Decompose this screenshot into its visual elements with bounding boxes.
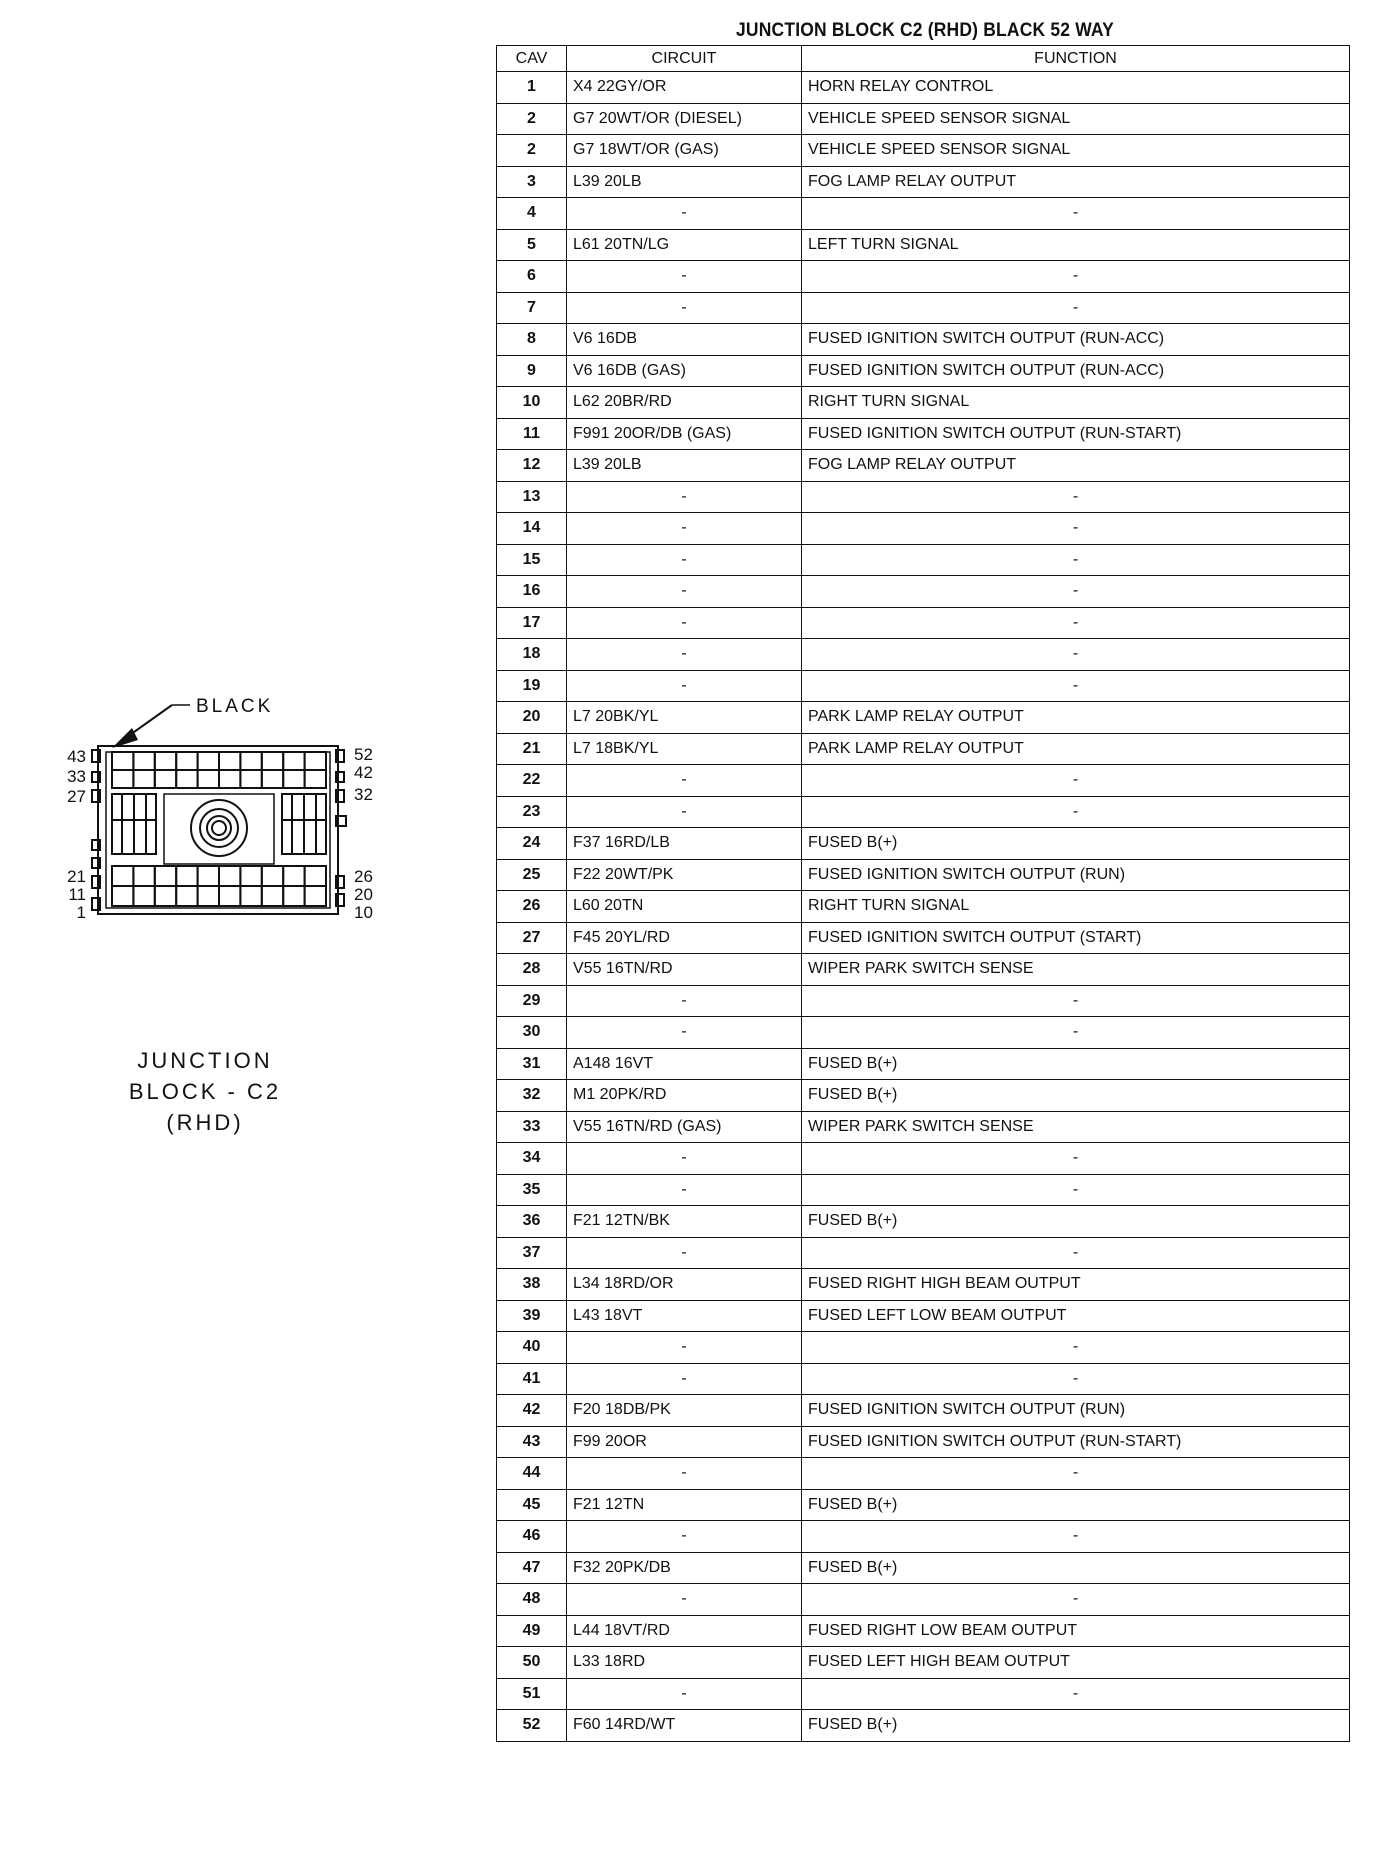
- function-cell: FUSED B(+): [802, 1552, 1350, 1584]
- function-cell: FUSED IGNITION SWITCH OUTPUT (START): [802, 922, 1350, 954]
- circuit-cell: F32 20PK/DB: [567, 1552, 802, 1584]
- cavity-cell: [112, 866, 133, 886]
- table-row: [497, 765, 1350, 797]
- function-cell: -: [802, 1237, 1350, 1269]
- pin-number-label: 26: [354, 867, 373, 886]
- table-row: [497, 1615, 1350, 1647]
- circuit-cell: V6 16DB: [567, 324, 802, 356]
- cav-cell: 18: [497, 639, 567, 671]
- cav-cell: 2: [497, 135, 567, 167]
- circuit-cell: L44 18VT/RD: [567, 1615, 802, 1647]
- connector-caption: [100, 1045, 310, 1138]
- cav-cell: 1: [497, 72, 567, 104]
- table-row: [497, 607, 1350, 639]
- cavity-cell: [176, 866, 197, 886]
- cav-cell: 41: [497, 1363, 567, 1395]
- cav-cell: 8: [497, 324, 567, 356]
- table-row: [497, 733, 1350, 765]
- function-cell: LEFT TURN SIGNAL: [802, 229, 1350, 261]
- cav-cell: 12: [497, 450, 567, 482]
- cav-cell: 17: [497, 607, 567, 639]
- table-row: [497, 229, 1350, 261]
- function-cell: -: [802, 765, 1350, 797]
- cav-cell: 6: [497, 261, 567, 293]
- cavity-cell: [283, 752, 304, 770]
- table-row: [497, 355, 1350, 387]
- circuit-cell: F22 20WT/PK: [567, 859, 802, 891]
- circuit-cell: F20 18DB/PK: [567, 1395, 802, 1427]
- table-row: [497, 1647, 1350, 1679]
- function-cell: -: [802, 1678, 1350, 1710]
- table-row: [497, 891, 1350, 923]
- cav-cell: 43: [497, 1426, 567, 1458]
- circuit-cell: F21 12TN/BK: [567, 1206, 802, 1238]
- function-cell: -: [802, 576, 1350, 608]
- cav-cell: 19: [497, 670, 567, 702]
- table-row: [497, 1143, 1350, 1175]
- cav-cell: 7: [497, 292, 567, 324]
- cav-cell: 13: [497, 481, 567, 513]
- cav-cell: 24: [497, 828, 567, 860]
- top-cavity-grid: [112, 752, 326, 788]
- cavity-cell: [112, 770, 133, 788]
- table-row: [497, 1395, 1350, 1427]
- cav-cell: 9: [497, 355, 567, 387]
- table-row: [497, 922, 1350, 954]
- cav-cell: 49: [497, 1615, 567, 1647]
- function-cell: -: [802, 1584, 1350, 1616]
- function-cell: RIGHT TURN SIGNAL: [802, 387, 1350, 419]
- circuit-cell: -: [567, 1363, 802, 1395]
- circuit-cell: -: [567, 1458, 802, 1490]
- function-cell: -: [802, 607, 1350, 639]
- cavity-cell: [112, 752, 133, 770]
- table-row: [497, 544, 1350, 576]
- cav-cell: 23: [497, 796, 567, 828]
- table-row: [497, 1521, 1350, 1553]
- function-cell: FUSED IGNITION SWITCH OUTPUT (RUN-ACC): [802, 324, 1350, 356]
- circuit-cell: -: [567, 513, 802, 545]
- cav-cell: 29: [497, 985, 567, 1017]
- table-row: [497, 1332, 1350, 1364]
- table-row: [497, 481, 1350, 513]
- cavity-cell: [262, 886, 283, 906]
- cavity-cell: [155, 866, 176, 886]
- function-cell: -: [802, 1017, 1350, 1049]
- cavity-cell: [133, 886, 154, 906]
- function-cell: -: [802, 292, 1350, 324]
- function-cell: FUSED B(+): [802, 1206, 1350, 1238]
- circuit-cell: -: [567, 670, 802, 702]
- connector-color-label: BLACK: [196, 696, 274, 717]
- table-row: [497, 828, 1350, 860]
- circuit-cell: G7 20WT/OR (DIESEL): [567, 103, 802, 135]
- function-cell: -: [802, 639, 1350, 671]
- caption-line-1: JUNCTION: [137, 1048, 273, 1073]
- cavity-cell: [133, 866, 154, 886]
- pin-number-label: 11: [68, 885, 86, 904]
- cav-cell: 52: [497, 1710, 567, 1742]
- circuit-cell: -: [567, 544, 802, 576]
- function-cell: FOG LAMP RELAY OUTPUT: [802, 450, 1350, 482]
- cav-cell: 48: [497, 1584, 567, 1616]
- function-cell: FUSED B(+): [802, 828, 1350, 860]
- table-row: [497, 1678, 1350, 1710]
- table-row: [497, 702, 1350, 734]
- cavity-cell: [198, 886, 219, 906]
- cavity-cell: [262, 752, 283, 770]
- pin-number-label: 1: [76, 903, 86, 922]
- cavity-cell: [198, 752, 219, 770]
- table-row: [497, 576, 1350, 608]
- table-row: [497, 1300, 1350, 1332]
- cavity-cell: [133, 752, 154, 770]
- pin-number-label: 20: [354, 885, 373, 904]
- cav-cell: 38: [497, 1269, 567, 1301]
- circuit-cell: L39 20LB: [567, 166, 802, 198]
- cav-cell: 35: [497, 1174, 567, 1206]
- pin-number-label: 21: [67, 867, 86, 886]
- function-cell: -: [802, 985, 1350, 1017]
- table-row: [497, 859, 1350, 891]
- function-cell: FUSED B(+): [802, 1080, 1350, 1112]
- circuit-cell: L43 18VT: [567, 1300, 802, 1332]
- function-cell: -: [802, 670, 1350, 702]
- cav-cell: 34: [497, 1143, 567, 1175]
- cav-cell: 3: [497, 166, 567, 198]
- table-row: [497, 1426, 1350, 1458]
- circuit-cell: G7 18WT/OR (GAS): [567, 135, 802, 167]
- circuit-cell: -: [567, 1237, 802, 1269]
- table-row: [497, 1710, 1350, 1742]
- table-header-row: [497, 46, 1350, 72]
- circuit-cell: V55 16TN/RD (GAS): [567, 1111, 802, 1143]
- table-row: [497, 513, 1350, 545]
- circuit-cell: -: [567, 261, 802, 293]
- table-row: [497, 1206, 1350, 1238]
- circuit-cell: L7 18BK/YL: [567, 733, 802, 765]
- cav-cell: 15: [497, 544, 567, 576]
- middle-cavity-blocks: [112, 794, 326, 864]
- function-cell: FUSED IGNITION SWITCH OUTPUT (RUN-ACC): [802, 355, 1350, 387]
- table-row: [497, 1237, 1350, 1269]
- table-title: JUNCTION BLOCK C2 (RHD) BLACK 52 WAY: [736, 20, 1114, 41]
- function-cell: -: [802, 796, 1350, 828]
- function-cell: FUSED B(+): [802, 1710, 1350, 1742]
- cav-cell: 44: [497, 1458, 567, 1490]
- cavity-cell: [240, 866, 261, 886]
- cav-cell: 47: [497, 1552, 567, 1584]
- cav-cell: 28: [497, 954, 567, 986]
- center-stud-icon: [191, 800, 247, 856]
- cavity-cell: [198, 866, 219, 886]
- circuit-cell: A148 16VT: [567, 1048, 802, 1080]
- cav-cell: 20: [497, 702, 567, 734]
- function-cell: -: [802, 481, 1350, 513]
- cavity-cell: [305, 866, 326, 886]
- function-cell: FUSED RIGHT LOW BEAM OUTPUT: [802, 1615, 1350, 1647]
- circuit-cell: L60 20TN: [567, 891, 802, 923]
- cav-cell: 40: [497, 1332, 567, 1364]
- function-cell: FUSED B(+): [802, 1048, 1350, 1080]
- cavity-cell: [176, 770, 197, 788]
- cav-cell: 50: [497, 1647, 567, 1679]
- cavity-cell: [112, 886, 133, 906]
- pinout-table: [496, 45, 1350, 1742]
- table-row: [497, 985, 1350, 1017]
- function-cell: -: [802, 1521, 1350, 1553]
- cav-cell: 16: [497, 576, 567, 608]
- circuit-cell: -: [567, 796, 802, 828]
- circuit-cell: -: [567, 765, 802, 797]
- table-row: [497, 796, 1350, 828]
- function-cell: FUSED LEFT LOW BEAM OUTPUT: [802, 1300, 1350, 1332]
- table-row: [497, 1458, 1350, 1490]
- table-row: [497, 261, 1350, 293]
- circuit-cell: F45 20YL/RD: [567, 922, 802, 954]
- circuit-cell: F37 16RD/LB: [567, 828, 802, 860]
- function-cell: -: [802, 1332, 1350, 1364]
- circuit-cell: V55 16TN/RD: [567, 954, 802, 986]
- table-row: [497, 1584, 1350, 1616]
- table-row: [497, 1174, 1350, 1206]
- cav-cell: 36: [497, 1206, 567, 1238]
- caption-line-3: (RHD): [166, 1110, 244, 1135]
- table-row: [497, 670, 1350, 702]
- cav-cell: 46: [497, 1521, 567, 1553]
- function-cell: HORN RELAY CONTROL: [802, 72, 1350, 104]
- table-row: [497, 450, 1350, 482]
- table-row: [497, 1080, 1350, 1112]
- pin-number-label: 42: [354, 763, 373, 782]
- cavity-cell: [240, 886, 261, 906]
- function-cell: FOG LAMP RELAY OUTPUT: [802, 166, 1350, 198]
- cavity-cell: [240, 752, 261, 770]
- connector-diagram: [50, 690, 410, 1010]
- cavity-cell: [262, 770, 283, 788]
- circuit-cell: -: [567, 607, 802, 639]
- cav-cell: 42: [497, 1395, 567, 1427]
- table-row: [497, 387, 1350, 419]
- function-cell: -: [802, 261, 1350, 293]
- bottom-cavity-grid: [112, 866, 326, 906]
- circuit-cell: L34 18RD/OR: [567, 1269, 802, 1301]
- circuit-cell: L39 20LB: [567, 450, 802, 482]
- cav-cell: 2: [497, 103, 567, 135]
- cavity-cell: [283, 886, 304, 906]
- function-cell: FUSED IGNITION SWITCH OUTPUT (RUN-START): [802, 1426, 1350, 1458]
- cav-cell: 5: [497, 229, 567, 261]
- circuit-cell: -: [567, 985, 802, 1017]
- pin-number-label: 52: [354, 745, 373, 764]
- function-cell: FUSED RIGHT HIGH BEAM OUTPUT: [802, 1269, 1350, 1301]
- circuit-cell: -: [567, 1678, 802, 1710]
- circuit-cell: -: [567, 1584, 802, 1616]
- function-cell: -: [802, 1174, 1350, 1206]
- table-row: [497, 1489, 1350, 1521]
- circuit-cell: -: [567, 481, 802, 513]
- table-row: [497, 72, 1350, 104]
- function-cell: PARK LAMP RELAY OUTPUT: [802, 733, 1350, 765]
- circuit-cell: L61 20TN/LG: [567, 229, 802, 261]
- circuit-cell: L62 20BR/RD: [567, 387, 802, 419]
- cavity-cell: [262, 866, 283, 886]
- circuit-cell: M1 20PK/RD: [567, 1080, 802, 1112]
- cavity-cell: [240, 770, 261, 788]
- cav-cell: 33: [497, 1111, 567, 1143]
- circuit-cell: F21 12TN: [567, 1489, 802, 1521]
- function-cell: -: [802, 1363, 1350, 1395]
- circuit-cell: -: [567, 292, 802, 324]
- function-cell: FUSED IGNITION SWITCH OUTPUT (RUN-START): [802, 418, 1350, 450]
- table-row: [497, 639, 1350, 671]
- cavity-cell: [176, 886, 197, 906]
- circuit-cell: -: [567, 1521, 802, 1553]
- circuit-cell: -: [567, 1174, 802, 1206]
- cav-cell: 32: [497, 1080, 567, 1112]
- function-cell: FUSED LEFT HIGH BEAM OUTPUT: [802, 1647, 1350, 1679]
- circuit-cell: -: [567, 1143, 802, 1175]
- cav-cell: 26: [497, 891, 567, 923]
- table-row: [497, 1363, 1350, 1395]
- function-cell: -: [802, 1143, 1350, 1175]
- function-cell: -: [802, 198, 1350, 230]
- cavity-cell: [305, 770, 326, 788]
- cav-cell: 45: [497, 1489, 567, 1521]
- cav-cell: 51: [497, 1678, 567, 1710]
- cav-cell: 30: [497, 1017, 567, 1049]
- cav-cell: 25: [497, 859, 567, 891]
- function-cell: FUSED IGNITION SWITCH OUTPUT (RUN): [802, 1395, 1350, 1427]
- header-cav: CAV: [497, 46, 567, 72]
- function-cell: VEHICLE SPEED SENSOR SIGNAL: [802, 103, 1350, 135]
- cav-cell: 37: [497, 1237, 567, 1269]
- pin-number-label: 27: [67, 787, 86, 806]
- cavity-cell: [176, 752, 197, 770]
- function-cell: RIGHT TURN SIGNAL: [802, 891, 1350, 923]
- cav-cell: 21: [497, 733, 567, 765]
- table-row: [497, 135, 1350, 167]
- left-pin-labels: [67, 747, 86, 922]
- cavity-cell: [133, 770, 154, 788]
- circuit-cell: F991 20OR/DB (GAS): [567, 418, 802, 450]
- cav-cell: 4: [497, 198, 567, 230]
- function-cell: -: [802, 1458, 1350, 1490]
- circuit-cell: -: [567, 1332, 802, 1364]
- circuit-cell: X4 22GY/OR: [567, 72, 802, 104]
- table-row: [497, 103, 1350, 135]
- table-row: [497, 418, 1350, 450]
- cav-cell: 10: [497, 387, 567, 419]
- caption-line-2: BLOCK - C2: [128, 1079, 282, 1104]
- pin-number-label: 33: [67, 767, 86, 786]
- circuit-cell: -: [567, 576, 802, 608]
- function-cell: FUSED IGNITION SWITCH OUTPUT (RUN): [802, 859, 1350, 891]
- cav-cell: 31: [497, 1048, 567, 1080]
- table-row: [497, 1048, 1350, 1080]
- circuit-cell: F99 20OR: [567, 1426, 802, 1458]
- cavity-cell: [155, 752, 176, 770]
- header-function: FUNCTION: [802, 46, 1350, 72]
- cav-cell: 14: [497, 513, 567, 545]
- table-row: [497, 198, 1350, 230]
- cavity-cell: [283, 866, 304, 886]
- cavity-cell: [305, 752, 326, 770]
- pin-number-label: 43: [67, 747, 86, 766]
- circuit-cell: -: [567, 198, 802, 230]
- right-pin-labels: [354, 745, 373, 922]
- table-row: [497, 292, 1350, 324]
- table-row: [497, 166, 1350, 198]
- function-cell: WIPER PARK SWITCH SENSE: [802, 954, 1350, 986]
- cavity-cell: [219, 886, 240, 906]
- cavity-cell: [305, 886, 326, 906]
- function-cell: -: [802, 544, 1350, 576]
- table-row: [497, 1269, 1350, 1301]
- table-row: [497, 324, 1350, 356]
- pin-number-label: 32: [354, 785, 373, 804]
- pin-number-label: 10: [354, 903, 373, 922]
- table-row: [497, 1552, 1350, 1584]
- table-row: [497, 1017, 1350, 1049]
- function-cell: VEHICLE SPEED SENSOR SIGNAL: [802, 135, 1350, 167]
- function-cell: WIPER PARK SWITCH SENSE: [802, 1111, 1350, 1143]
- cavity-cell: [219, 770, 240, 788]
- table-row: [497, 954, 1350, 986]
- cav-cell: 22: [497, 765, 567, 797]
- cav-cell: 11: [497, 418, 567, 450]
- cavity-cell: [198, 770, 219, 788]
- circuit-cell: L7 20BK/YL: [567, 702, 802, 734]
- header-circuit: CIRCUIT: [567, 46, 802, 72]
- function-cell: FUSED B(+): [802, 1489, 1350, 1521]
- cavity-cell: [155, 886, 176, 906]
- circuit-cell: F60 14RD/WT: [567, 1710, 802, 1742]
- cavity-cell: [283, 770, 304, 788]
- function-cell: -: [802, 513, 1350, 545]
- circuit-cell: L33 18RD: [567, 1647, 802, 1679]
- circuit-cell: -: [567, 639, 802, 671]
- function-cell: PARK LAMP RELAY OUTPUT: [802, 702, 1350, 734]
- cavity-cell: [155, 770, 176, 788]
- cavity-cell: [219, 866, 240, 886]
- table-row: [497, 1111, 1350, 1143]
- cav-cell: 39: [497, 1300, 567, 1332]
- cav-cell: 27: [497, 922, 567, 954]
- circuit-cell: V6 16DB (GAS): [567, 355, 802, 387]
- circuit-cell: -: [567, 1017, 802, 1049]
- cavity-cell: [219, 752, 240, 770]
